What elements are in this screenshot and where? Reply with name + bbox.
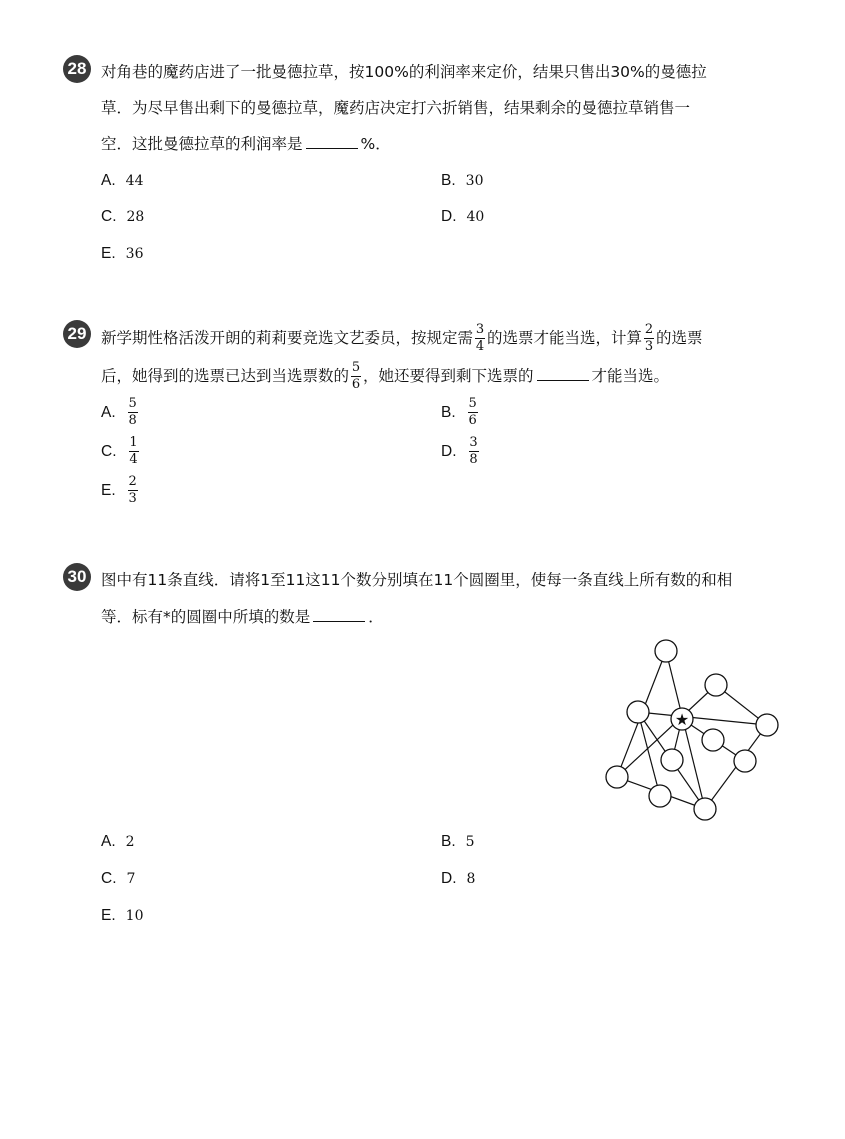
- diagram-circles: [606, 640, 778, 820]
- option-letter: A.: [101, 172, 116, 189]
- number-circle[interactable]: [694, 798, 716, 820]
- option-value: 10: [125, 908, 144, 924]
- fraction: [469, 436, 479, 467]
- number-circle[interactable]: [705, 674, 727, 696]
- fraction: [468, 397, 478, 428]
- question-text-line-3: [101, 134, 391, 154]
- question-text-line-1: [101, 320, 703, 356]
- option-c[interactable]: [101, 208, 144, 226]
- option-value: 44: [125, 173, 144, 189]
- fraction-denominator: 6: [468, 413, 477, 428]
- option-letter: D.: [441, 870, 457, 887]
- fraction: [129, 436, 139, 467]
- question-text: ，她还要得到剩下选票的: [363, 367, 534, 385]
- fraction: [475, 323, 485, 354]
- fraction-numerator: 5: [468, 396, 477, 411]
- option-letter: A.: [101, 403, 116, 421]
- question-text: 的选票才能当选，计算: [487, 329, 643, 347]
- number-circle[interactable]: [627, 701, 649, 723]
- fraction-numerator: 1: [129, 435, 138, 450]
- fraction: [351, 361, 361, 392]
- option-value: 40: [466, 209, 485, 225]
- diagram-line: [638, 712, 767, 725]
- question-text-line-1: 对角巷的魔药店进了一批曼德拉草，按100%的利润率来定价，结果只售出30%的曼德拉: [101, 63, 707, 81]
- question-text-line-1: 图中有11条直线．请将1至11这11个数分别填在11个圆圈里，使每一条直线上所有数的和相: [101, 571, 733, 589]
- answer-blank: [537, 366, 589, 381]
- fraction-denominator: 3: [128, 491, 137, 506]
- fraction-denominator: 3: [644, 339, 654, 354]
- option-a[interactable]: [101, 833, 135, 851]
- option-value: 7: [126, 871, 136, 887]
- option-d[interactable]: [441, 208, 484, 226]
- option-e[interactable]: [101, 245, 143, 263]
- question-text: 的选票: [656, 329, 703, 347]
- number-circle[interactable]: [661, 749, 683, 771]
- option-b[interactable]: [441, 833, 475, 851]
- number-circle[interactable]: [655, 640, 677, 662]
- option-b[interactable]: [441, 397, 480, 428]
- question-text: 空．这批曼德拉草的利润率是: [101, 135, 303, 153]
- option-d[interactable]: [441, 870, 475, 888]
- option-value: 36: [125, 246, 144, 262]
- number-circle[interactable]: [606, 766, 628, 788]
- option-value: 30: [465, 173, 484, 189]
- option-letter: E.: [101, 245, 116, 262]
- question-text: 才能当选。: [591, 367, 670, 385]
- answer-blank: [313, 607, 365, 622]
- option-e[interactable]: [101, 475, 140, 506]
- question-text-line-2: 草．为尽早售出剩下的曼德拉草，魔药店决定打六折销售，结果剩余的曼德拉草销售一: [101, 99, 691, 117]
- fraction-denominator: 4: [129, 452, 138, 467]
- option-value: 2: [125, 834, 135, 850]
- line-circle-diagram: [595, 632, 795, 832]
- fraction: [128, 475, 138, 506]
- option-b[interactable]: [441, 172, 483, 190]
- number-circle[interactable]: [702, 729, 724, 751]
- option-letter: C.: [101, 870, 117, 887]
- option-value: 28: [126, 209, 145, 225]
- option-letter: B.: [441, 833, 456, 850]
- fraction: [128, 397, 138, 428]
- option-e[interactable]: [101, 907, 143, 925]
- question-number-badge: 30: [63, 563, 91, 591]
- option-letter: C.: [101, 208, 117, 225]
- diagram-lines: [617, 651, 767, 809]
- fraction: [644, 323, 654, 354]
- option-c[interactable]: [101, 436, 141, 467]
- question-text: 等．标有*的圆圈中所填的数是: [101, 608, 311, 626]
- option-letter: D.: [441, 208, 457, 225]
- option-letter: B.: [441, 403, 456, 421]
- option-value: 5: [465, 834, 475, 850]
- question-text: 新学期性格活泼开朗的莉莉要竞选文艺委员，按规定需: [101, 329, 474, 347]
- question-number-badge: 29: [63, 320, 91, 348]
- question-text: ．: [368, 608, 384, 626]
- fraction-denominator: 8: [469, 452, 478, 467]
- fraction-denominator: 8: [128, 413, 137, 428]
- question-text: 后，她得到的选票已达到当选票数的: [101, 367, 350, 385]
- fraction-numerator: 2: [128, 474, 137, 489]
- option-letter: E.: [101, 481, 116, 499]
- fraction-denominator: 6: [351, 377, 361, 392]
- question-text-line-2: [101, 607, 384, 627]
- fraction-denominator: 4: [475, 339, 485, 354]
- question-number-badge: 28: [63, 55, 91, 83]
- fraction-numerator: 3: [475, 322, 485, 337]
- fraction-numerator: 2: [644, 322, 654, 337]
- number-circle[interactable]: [734, 750, 756, 772]
- fraction-numerator: 5: [351, 360, 361, 375]
- answer-blank: [306, 134, 358, 149]
- option-a[interactable]: [101, 172, 143, 190]
- option-letter: B.: [441, 172, 456, 189]
- option-letter: A.: [101, 833, 116, 850]
- option-value: 8: [466, 871, 476, 887]
- star-icon: ★: [674, 710, 690, 729]
- option-letter: C.: [101, 442, 117, 460]
- fraction-numerator: 5: [128, 396, 137, 411]
- option-c[interactable]: [101, 870, 135, 888]
- question-text-line-2: [101, 358, 669, 394]
- option-a[interactable]: [101, 397, 140, 428]
- option-letter: E.: [101, 907, 116, 924]
- question-text: %．: [360, 135, 391, 153]
- number-circle[interactable]: [649, 785, 671, 807]
- option-d[interactable]: [441, 436, 481, 467]
- fraction-numerator: 3: [469, 435, 478, 450]
- option-letter: D.: [441, 442, 457, 460]
- number-circle[interactable]: [756, 714, 778, 736]
